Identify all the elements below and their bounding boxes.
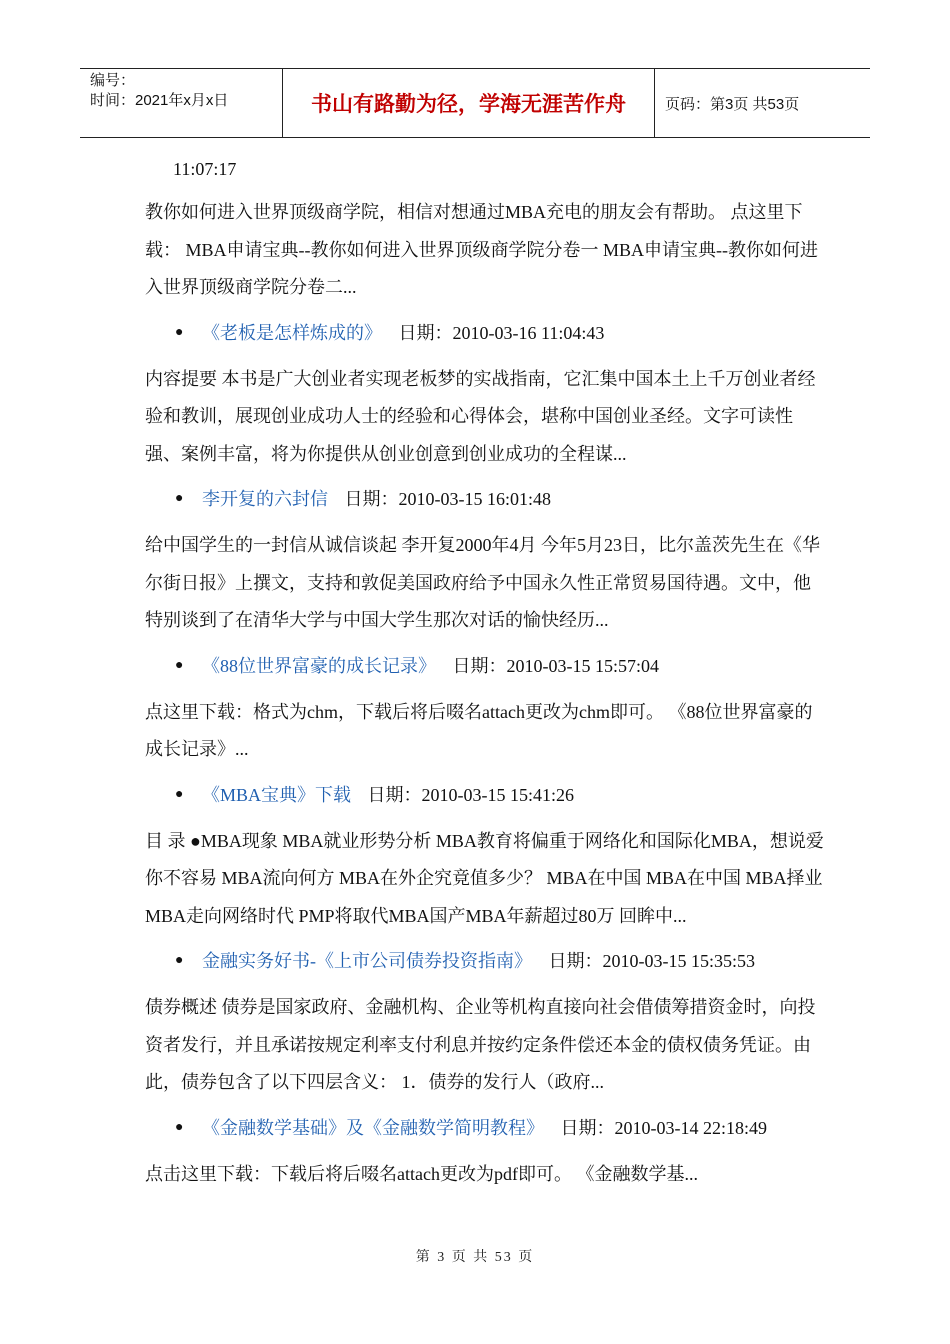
- header-meta: [80, 69, 282, 137]
- article-link[interactable]: 《MBA宝典》下载: [202, 784, 352, 805]
- bullet-icon: ●: [175, 657, 184, 673]
- intro-paragraph: 教你如何进入世界顶级商学院，相信对想通过MBA充电的朋友会有帮助。 点这里下载： MBA申请宝典--教你如何进入世界顶级商学院分卷一 MBA申请宝典--教你如何进入世界顶级商学院分卷二...: [145, 202, 818, 297]
- article-summary: 点击这里下载：下载后将后啜名attach更改为pdf即可。 《金融数学基...: [145, 1163, 698, 1184]
- bullet-icon: ●: [175, 1119, 184, 1135]
- article-link[interactable]: 《88位世界富豪的成长记录》: [202, 655, 436, 676]
- bullet-icon: ●: [175, 491, 184, 506]
- article-date: 日期：2010-03-15 15:41:26: [367, 784, 575, 805]
- page-footer: 第 3 页 共 53 页: [415, 1250, 535, 1265]
- document-time-label: 时间：2021年x月x日: [90, 92, 229, 109]
- article-date: 日期：2010-03-15 15:57:04: [452, 655, 659, 676]
- article-summary: 内容提要 本书是广大创业者实现老板梦的实战指南，它汇集中国本土上千万创业者经验和教训，展现创业成功人士的经验和心得体会，堪称中国创业圣经。文字可读性强、案例丰富，将为你提供从创业创意到创业成功的全程谋...: [145, 368, 816, 464]
- article-link[interactable]: 《金融数学基础》及《金融数学简明教程》: [202, 1117, 544, 1138]
- list-item: [145, 311, 825, 355]
- article-summary: 目 录 ●MBA现象 MBA就业形势分析 MBA教育将偏重于网络化和国际化MBA，想说爱你不容易 MBA流向何方 MBA在外企究竟值多少？ MBA在中国 MBA在中国 MBA择业 MBA走向网络时代 PMP将取代MBA国产MBA年薪超过80万 回眸中...: [145, 830, 824, 926]
- document-body: [145, 150, 825, 1197]
- article-summary: 点这里下载：格式为chm，下载后将后啜名attach更改为chm即可。 《88位世界富豪的成长记录》...: [145, 701, 813, 759]
- page-header: [80, 68, 870, 138]
- list-item: [145, 477, 825, 521]
- header-motto: 书山有路勤为径，学海无涯苦作舟: [311, 92, 626, 116]
- bullet-icon: ●: [175, 324, 184, 340]
- article-link[interactable]: 李开复的六封信: [202, 489, 328, 509]
- bullet-icon: ●: [175, 953, 184, 968]
- list-item: [145, 939, 825, 983]
- list-item: [145, 773, 825, 817]
- header-page-code: 页码：第3页 共53页: [665, 95, 800, 113]
- list-item: [145, 644, 825, 688]
- article-date: 日期：2010-03-15 16:01:48: [344, 489, 551, 509]
- header-motto-cell: [282, 69, 655, 137]
- top-timestamp: 11:07:17: [173, 159, 237, 179]
- article-date: 日期：2010-03-15 15:35:53: [548, 951, 755, 971]
- document-number-label: 编号：: [90, 72, 136, 89]
- article-summary: 给中国学生的一封信从诚信谈起 李开复2000年4月 今年5月23日，比尔盖茨先生在《华尔街日报》上撰文，支持和敦促美国政府给予中国永久性正常贸易国待遇。文中，他特别谈到了在清华大学与中国大学生那次对话的愉快经历...: [145, 535, 820, 630]
- list-item: [145, 1106, 825, 1150]
- article-link[interactable]: 金融实务好书-《上市公司债券投资指南》: [202, 951, 532, 971]
- bullet-icon: ●: [175, 786, 184, 802]
- article-summary: 债券概述 债券是国家政府、金融机构、企业等机构直接向社会借债筹措资金时，向投资者发行，并且承诺按规定利率支付利息并按约定条件偿还本金的债权债务凭证。由此，债券包含了以下四层含义： 1．债券的发行人（政府...: [145, 997, 816, 1092]
- article-date: 日期：2010-03-16 11:04:43: [398, 322, 605, 343]
- article-date: 日期：2010-03-14 22:18:49: [560, 1117, 767, 1138]
- article-link[interactable]: 《老板是怎样炼成的》: [202, 322, 382, 343]
- header-page-code-cell: [655, 69, 870, 137]
